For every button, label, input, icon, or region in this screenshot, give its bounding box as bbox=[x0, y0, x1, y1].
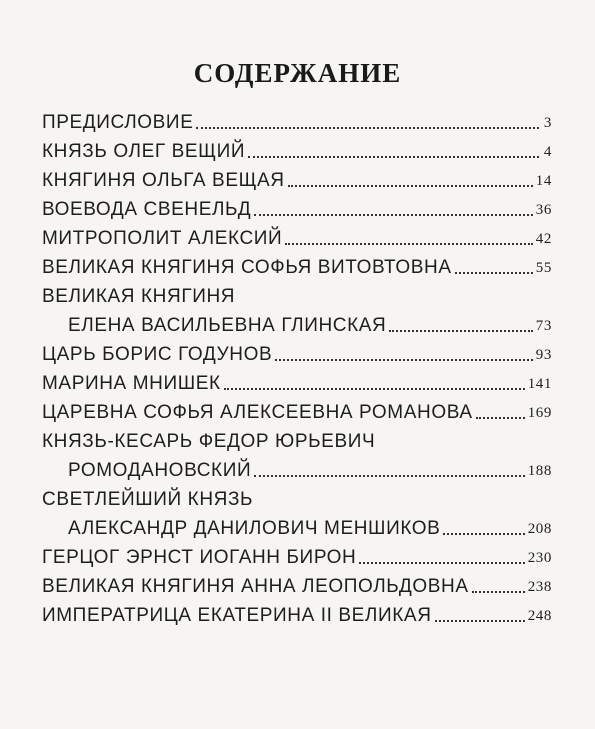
toc-entry-title: СВЕТЛЕЙШИЙ КНЯЗЬ bbox=[42, 489, 254, 510]
toc-entry-title: ЦАРЬ БОРИС ГОДУНОВ bbox=[42, 344, 273, 365]
dot-leader bbox=[275, 358, 533, 361]
toc-entry-godunov bbox=[42, 337, 552, 366]
dot-leader bbox=[224, 387, 525, 390]
toc-entry-olga bbox=[42, 163, 552, 192]
toc-entry-menshikov-heading bbox=[42, 482, 552, 511]
toc-entry-page: 42 bbox=[535, 231, 552, 247]
toc-entry-title: МИТРОПОЛИТ АЛЕКСИЙ bbox=[42, 228, 283, 249]
toc-entry-title: ГЕРЦОГ ЭРНСТ ИОГАНН БИРОН bbox=[42, 547, 357, 568]
toc-entry-title: КНЯЗЬ-КЕСАРЬ ФЕДОР ЮРЬЕВИЧ bbox=[42, 431, 376, 452]
toc-entry-page: 4 bbox=[543, 144, 552, 160]
toc-entry-page: 238 bbox=[527, 579, 552, 595]
toc-entry-page: 141 bbox=[527, 376, 552, 392]
dot-leader bbox=[389, 329, 532, 332]
toc-entry-page: 248 bbox=[527, 608, 552, 624]
toc-entry-title: АЛЕКСАНДР ДАНИЛОВИЧ МЕНШИКОВ bbox=[68, 518, 441, 539]
toc-entry-title: КНЯГИНЯ ОЛЬГА ВЕЩАЯ bbox=[42, 170, 285, 191]
toc-entry-title: РОМОДАНОВСКИЙ bbox=[68, 460, 252, 481]
toc-entry-title: ВЕЛИКАЯ КНЯГИНЯ АННА ЛЕОПОЛЬДОВНА bbox=[42, 576, 469, 597]
toc-entry-aleksiy bbox=[42, 221, 552, 250]
toc-entry-page: 14 bbox=[535, 173, 552, 189]
toc-entry-preface bbox=[42, 105, 552, 134]
dot-leader bbox=[455, 271, 533, 274]
toc-entry-page: 208 bbox=[527, 521, 552, 537]
toc-entry-page: 55 bbox=[535, 260, 552, 276]
toc-entry-title: КНЯЗЬ ОЛЕГ ВЕЩИЙ bbox=[42, 141, 246, 162]
toc-entry-title: ВЕЛИКАЯ КНЯГИНЯ bbox=[42, 286, 236, 307]
toc-entry-sofya-romanova bbox=[42, 395, 552, 424]
dot-leader bbox=[254, 213, 533, 216]
toc-entry-page: 3 bbox=[543, 115, 552, 131]
toc-entry-glinskaya-heading bbox=[42, 279, 552, 308]
toc-entry-sveneld bbox=[42, 192, 552, 221]
dot-leader bbox=[196, 126, 539, 129]
dot-leader bbox=[359, 561, 524, 564]
toc-entry-sofya-vitovtovna bbox=[42, 250, 552, 279]
page-title: СОДЕРЖАНИЕ bbox=[193, 58, 402, 88]
dot-leader bbox=[443, 532, 524, 535]
toc-entry-page: 188 bbox=[527, 463, 552, 479]
table-of-contents bbox=[42, 105, 552, 627]
toc-entry-romodanovsky bbox=[42, 453, 552, 482]
toc-entry-page: 169 bbox=[527, 405, 552, 421]
dot-leader bbox=[285, 242, 533, 245]
toc-entry-title: ЦАРЕВНА СОФЬЯ АЛЕКСЕЕВНА РОМАНОВА bbox=[42, 402, 473, 423]
toc-entry-page: 36 bbox=[535, 202, 552, 218]
dot-leader bbox=[288, 184, 533, 187]
toc-entry-title: ИМПЕРАТРИЦА ЕКАТЕРИНА II ВЕЛИКАЯ bbox=[42, 605, 432, 626]
toc-entry-ekaterina bbox=[42, 598, 552, 627]
toc-entry-title: ВОЕВОДА СВЕНЕЛЬД bbox=[42, 199, 252, 220]
toc-entry-title: МАРИНА МНИШЕК bbox=[42, 373, 221, 394]
toc-entry-page: 73 bbox=[535, 318, 552, 334]
toc-entry-romodanovsky-heading bbox=[42, 424, 552, 453]
dot-leader bbox=[476, 416, 525, 419]
toc-entry-title: ЕЛЕНА ВАСИЛЬЕВНА ГЛИНСКАЯ bbox=[68, 315, 387, 336]
toc-entry-page: 93 bbox=[535, 347, 552, 363]
dot-leader bbox=[435, 619, 525, 622]
toc-entry-oleg bbox=[42, 134, 552, 163]
toc-entry-biron bbox=[42, 540, 552, 569]
dot-leader bbox=[248, 155, 539, 158]
dot-leader bbox=[472, 590, 525, 593]
toc-entry-title: ПРЕДИСЛОВИЕ bbox=[42, 112, 194, 133]
toc-entry-menshikov bbox=[42, 511, 552, 540]
toc-entry-title: ВЕЛИКАЯ КНЯГИНЯ СОФЬЯ ВИТОВТОВНА bbox=[42, 257, 452, 278]
toc-entry-anna-leopoldovna bbox=[42, 569, 552, 598]
toc-entry-glinskaya bbox=[42, 308, 552, 337]
toc-entry-mnishek bbox=[42, 366, 552, 395]
toc-entry-page: 230 bbox=[527, 550, 552, 566]
dot-leader bbox=[254, 474, 524, 477]
